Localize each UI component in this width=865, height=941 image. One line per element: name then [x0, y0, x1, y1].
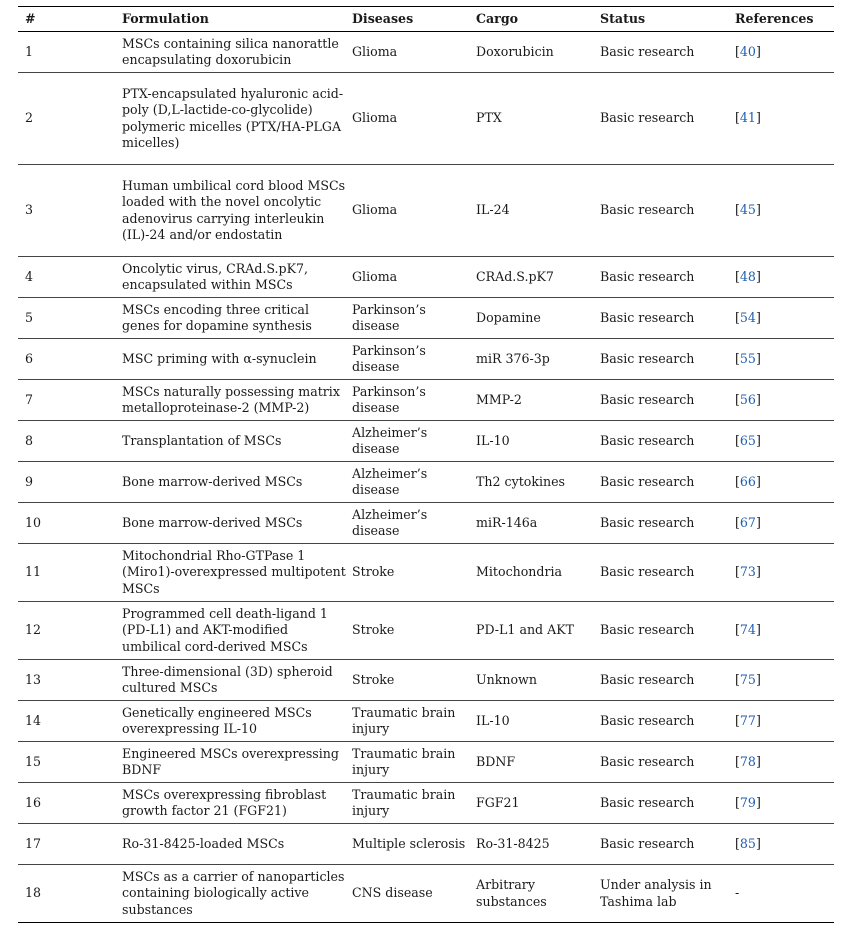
bracket-open: [	[735, 309, 740, 325]
reference-link[interactable]: 55	[739, 350, 756, 366]
bracket-close: ]	[755, 350, 761, 366]
cell-reference	[735, 73, 834, 165]
table-row	[18, 701, 834, 742]
bracket-close: ]	[755, 794, 761, 810]
cell-cargo: FGF21	[476, 783, 600, 824]
table-row	[18, 742, 834, 783]
table-header	[18, 7, 834, 32]
cell-reference	[735, 380, 834, 421]
reference-link[interactable]: 45	[739, 202, 756, 218]
cell-diseases: Multiple sclerosis	[352, 824, 476, 865]
cell-diseases: Stroke	[352, 660, 476, 701]
cell-num: 17	[18, 824, 122, 865]
cell-diseases: Parkinson’s disease	[352, 380, 476, 421]
cell-formulation: MSCs encoding three critical genes for dopamine synthesis	[122, 298, 352, 339]
cell-status: Basic research	[600, 783, 735, 824]
reference-link[interactable]: 73	[739, 564, 756, 580]
cell-formulation: Transplantation of MSCs	[122, 421, 352, 462]
reference-link[interactable]: 78	[739, 753, 756, 769]
header-formulation: Formulation	[122, 7, 352, 32]
bracket-close: ]	[755, 564, 761, 580]
cell-status: Basic research	[600, 380, 735, 421]
cell-formulation: Ro-31-8425-loaded MSCs	[122, 824, 352, 865]
cell-cargo: MMP-2	[476, 380, 600, 421]
cell-num: 11	[18, 544, 122, 602]
cell-status: Basic research	[600, 298, 735, 339]
cell-num: 12	[18, 602, 122, 660]
cell-formulation: Genetically engineered MSCs overexpressing IL-10	[122, 701, 352, 742]
table-row	[18, 73, 834, 165]
cell-formulation: MSCs overexpressing fibroblast growth factor 21 (FGF21)	[122, 783, 352, 824]
cell-status: Basic research	[600, 544, 735, 602]
cell-formulation: MSCs naturally possessing matrix metalloproteinase-2 (MMP-2)	[122, 380, 352, 421]
cell-status: Basic research	[600, 462, 735, 503]
bracket-open: [	[735, 794, 740, 810]
cell-diseases: Glioma	[352, 257, 476, 298]
cell-diseases: Alzheimer’s disease	[352, 462, 476, 503]
bracket-close: ]	[755, 202, 761, 218]
header-diseases: Diseases	[352, 7, 476, 32]
bracket-open: [	[735, 753, 740, 769]
cell-reference	[735, 783, 834, 824]
cell-formulation: Human umbilical cord blood MSCs loaded with the novel oncolytic adenovirus carrying interleukin (IL)-24 and/or endostatin	[122, 165, 352, 257]
cell-formulation: Programmed cell death-ligand 1 (PD-L1) and AKT-modified umbilical cord-derived MSCs	[122, 602, 352, 660]
cell-reference	[735, 544, 834, 602]
cell-num: 13	[18, 660, 122, 701]
bracket-close: ]	[755, 43, 761, 59]
cell-reference	[735, 742, 834, 783]
reference-link[interactable]: 85	[739, 835, 756, 851]
cell-reference	[735, 824, 834, 865]
cell-diseases: Glioma	[352, 73, 476, 165]
cell-diseases: Glioma	[352, 32, 476, 73]
table-row	[18, 421, 834, 462]
cell-reference	[735, 339, 834, 380]
cell-cargo: Dopamine	[476, 298, 600, 339]
reference-link[interactable]: 67	[739, 514, 756, 530]
cell-num: 15	[18, 742, 122, 783]
table-row	[18, 462, 834, 503]
cell-reference	[735, 421, 834, 462]
cell-diseases: Traumatic brain injury	[352, 701, 476, 742]
cell-status: Basic research	[600, 824, 735, 865]
cell-formulation: MSCs as a carrier of nanoparticles containing biologically active substances	[122, 865, 352, 923]
cell-diseases: Traumatic brain injury	[352, 742, 476, 783]
cell-formulation: Three-dimensional (3D) spheroid cultured MSCs	[122, 660, 352, 701]
bracket-open: [	[735, 268, 740, 284]
bracket-open: [	[735, 622, 740, 638]
bracket-open: [	[735, 43, 740, 59]
table-container	[18, 6, 828, 923]
cell-cargo: BDNF	[476, 742, 600, 783]
cell-cargo: Unknown	[476, 660, 600, 701]
cell-reference	[735, 32, 834, 73]
header-num: #	[18, 7, 122, 32]
cell-cargo: IL-10	[476, 421, 600, 462]
cell-reference	[735, 701, 834, 742]
cell-status: Basic research	[600, 73, 735, 165]
cell-status: Basic research	[600, 165, 735, 257]
cell-num: 6	[18, 339, 122, 380]
cell-formulation: MSCs containing silica nanorattle encapsulating doxorubicin	[122, 32, 352, 73]
reference-link[interactable]: 40	[739, 43, 756, 59]
cell-diseases: Parkinson’s disease	[352, 339, 476, 380]
header-status: Status	[600, 7, 735, 32]
cell-cargo: CRAd.S.pK7	[476, 257, 600, 298]
table-row	[18, 602, 834, 660]
bracket-close: ]	[755, 753, 761, 769]
cell-formulation: MSC priming with α-synuclein	[122, 339, 352, 380]
table-row	[18, 165, 834, 257]
bracket-close: ]	[755, 432, 761, 448]
table-row	[18, 783, 834, 824]
cell-cargo: Th2 cytokines	[476, 462, 600, 503]
header-cargo: Cargo	[476, 7, 600, 32]
bracket-open: [	[735, 671, 740, 687]
bracket-open: [	[735, 432, 740, 448]
cell-diseases: Stroke	[352, 544, 476, 602]
reference-link[interactable]: 54	[739, 309, 756, 325]
cell-reference	[735, 257, 834, 298]
bracket-open: [	[735, 350, 740, 366]
cell-diseases: Parkinson’s disease	[352, 298, 476, 339]
reference-link[interactable]: 48	[739, 268, 756, 284]
table-row	[18, 339, 834, 380]
reference-link[interactable]: 79	[739, 794, 756, 810]
bracket-close: ]	[755, 835, 761, 851]
bracket-close: ]	[755, 622, 761, 638]
reference-link[interactable]: 56	[739, 391, 756, 407]
cell-num: 16	[18, 783, 122, 824]
bracket-close: ]	[755, 309, 761, 325]
table-row	[18, 660, 834, 701]
bracket-close: ]	[755, 391, 761, 407]
bracket-open: [	[735, 202, 740, 218]
cell-formulation: PTX-encapsulated hyaluronic acid-poly (D,L-lactide-co-glycolide) polymeric micelles (PTX/HA-PLGA micelles)	[122, 73, 352, 165]
cell-reference	[735, 165, 834, 257]
reference-link[interactable]: 41	[739, 110, 756, 126]
cell-status: Basic research	[600, 701, 735, 742]
cell-num: 3	[18, 165, 122, 257]
cell-formulation: Bone marrow-derived MSCs	[122, 503, 352, 544]
cell-diseases: CNS disease	[352, 865, 476, 923]
cell-formulation: Bone marrow-derived MSCs	[122, 462, 352, 503]
cell-reference	[735, 462, 834, 503]
bracket-open: [	[735, 835, 740, 851]
cell-num: 7	[18, 380, 122, 421]
cell-diseases: Traumatic brain injury	[352, 783, 476, 824]
reference-link[interactable]: 75	[739, 671, 756, 687]
cell-reference	[735, 298, 834, 339]
bracket-open: [	[735, 391, 740, 407]
cell-num: 8	[18, 421, 122, 462]
bracket-close: ]	[755, 671, 761, 687]
cell-status: Under analysis in Tashima lab	[600, 865, 735, 923]
reference-value: -	[735, 885, 740, 901]
table-body	[18, 32, 834, 923]
cell-cargo: PTX	[476, 73, 600, 165]
cell-num: 18	[18, 865, 122, 923]
table-row	[18, 503, 834, 544]
cell-status: Basic research	[600, 257, 735, 298]
cell-cargo: Arbitrary substances	[476, 865, 600, 923]
cell-cargo: Doxorubicin	[476, 32, 600, 73]
cell-diseases: Alzheimer’s disease	[352, 421, 476, 462]
cell-reference	[735, 503, 834, 544]
reference-link[interactable]: 74	[739, 622, 756, 638]
bracket-close: ]	[755, 712, 761, 728]
cell-diseases: Alzheimer’s disease	[352, 503, 476, 544]
reference-link[interactable]: 66	[739, 473, 756, 489]
cell-reference	[735, 602, 834, 660]
cell-num: 2	[18, 73, 122, 165]
bracket-open: [	[735, 514, 740, 530]
cell-reference	[735, 865, 834, 923]
reference-link[interactable]: 65	[739, 432, 756, 448]
bracket-open: [	[735, 712, 740, 728]
cell-status: Basic research	[600, 421, 735, 462]
header-row	[18, 7, 834, 32]
bracket-close: ]	[755, 268, 761, 284]
header-references: References	[735, 7, 834, 32]
cell-cargo: IL-10	[476, 701, 600, 742]
table-row	[18, 257, 834, 298]
cell-num: 5	[18, 298, 122, 339]
table-row	[18, 298, 834, 339]
cell-cargo: IL-24	[476, 165, 600, 257]
reference-link[interactable]: 77	[739, 712, 756, 728]
table-row	[18, 544, 834, 602]
cell-cargo: miR 376-3p	[476, 339, 600, 380]
cell-num: 14	[18, 701, 122, 742]
cell-num: 9	[18, 462, 122, 503]
bracket-open: [	[735, 110, 740, 126]
table-row	[18, 865, 834, 923]
table-row	[18, 32, 834, 73]
bracket-close: ]	[755, 473, 761, 489]
cell-status: Basic research	[600, 602, 735, 660]
cell-cargo: Ro-31-8425	[476, 824, 600, 865]
cell-formulation: Engineered MSCs overexpressing BDNF	[122, 742, 352, 783]
bracket-close: ]	[755, 514, 761, 530]
bracket-close: ]	[755, 110, 761, 126]
cell-status: Basic research	[600, 742, 735, 783]
cell-num: 10	[18, 503, 122, 544]
cell-status: Basic research	[600, 339, 735, 380]
cell-diseases: Stroke	[352, 602, 476, 660]
cell-formulation: Mitochondrial Rho-GTPase 1 (Miro1)-overexpressed multipotent MSCs	[122, 544, 352, 602]
cell-status: Basic research	[600, 660, 735, 701]
cell-cargo: PD-L1 and AKT	[476, 602, 600, 660]
cell-reference	[735, 660, 834, 701]
bracket-open: [	[735, 564, 740, 580]
msc-formulation-table	[18, 6, 834, 923]
cell-cargo: miR-146a	[476, 503, 600, 544]
cell-cargo: Mitochondria	[476, 544, 600, 602]
cell-status: Basic research	[600, 32, 735, 73]
table-row	[18, 824, 834, 865]
bracket-open: [	[735, 473, 740, 489]
cell-num: 4	[18, 257, 122, 298]
cell-num: 1	[18, 32, 122, 73]
cell-formulation: Oncolytic virus, CRAd.S.pK7, encapsulated within MSCs	[122, 257, 352, 298]
cell-diseases: Glioma	[352, 165, 476, 257]
cell-status: Basic research	[600, 503, 735, 544]
table-row	[18, 380, 834, 421]
